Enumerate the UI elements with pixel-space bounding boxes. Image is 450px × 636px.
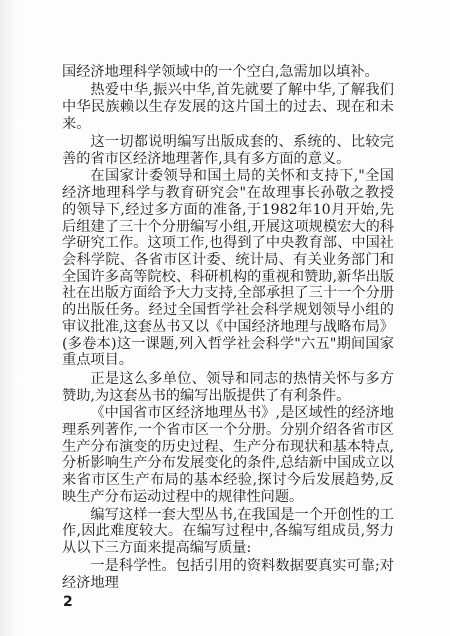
paragraph-7: 编写这样一套大型丛书,在我国是一个开创性的工作,因此难度较大。在编写过程中,各编写组成员,努力从以下三方面来提高编写质量: xyxy=(62,506,394,557)
paragraph-6: 《中国省市区经济地理丛书》,是区域性的经济地理系列著作,一个省市区一个分册。分别介绍各省市区生产分布演变的历史过程、生产分布现状和基本特点,分析影响生产分布发展变化的条件,总结新中国成立以来省市区生产布局的基本经验,探讨今后发展趋势,反映生产分布运动过程中的规律性问题。 xyxy=(62,405,394,505)
paragraph-3: 这一切都说明编写出版成套的、系统的、比较完善的省市区经济地理著作,具有多方面的意义。 xyxy=(62,133,394,167)
scan-edge-shadow xyxy=(0,0,18,636)
paragraph-4: 在国家计委领导和国土局的关怀和支持下,"全国经济地理科学与教育研究会"在故理事长孙敬之教授的领导下,经过多方面的准备,于1982年10月开始,先后组建了三十个分册编写小组,开展这项规模宏大的科学研究工作。这项工作,也得到了中央教育部、中国社会科学院、各省市区计委、统计局、有关业务部门和全国许多高等院校、科研机构的重视和赞助,新华出版社在出版方面给予大力支持,全部承担了三十一个分册的出版任务。经过全国哲学社会科学规划领导小组的审议批准,这套丛书又以《中国经济地理与战略布局》(多卷本)这一课题,列入哲学社会科学"六五"期间国家重点项目。 xyxy=(62,168,394,369)
paragraph-1: 国经济地理科学领域中的一个空白,急需加以填补。 xyxy=(62,64,379,80)
paragraph-8: 一是科学性。包括引用的资料数据要真实可靠;对经济地理 xyxy=(62,558,394,591)
page-number: 2 xyxy=(63,594,73,610)
paragraph-2: 热爱中华,振兴中华,首先就要了解中华,了解我们中华民族赖以生存发展的这片国土的过去、现在和未来。 xyxy=(62,82,394,132)
paragraph-5: 正是这么多单位、领导和同志的热情关怀与多方赞助,为这套丛书的编写出版提供了有利条件。 xyxy=(62,370,394,404)
